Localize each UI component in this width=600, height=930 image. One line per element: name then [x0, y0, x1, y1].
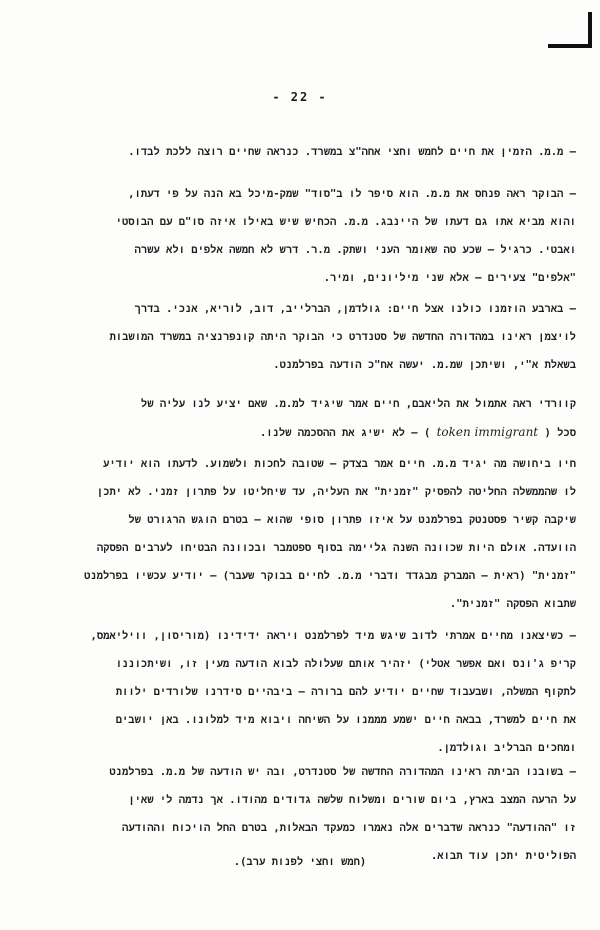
text-line: הוועדה. אולם היות שכוונה השנה גליימה בסוף ספטמבר ובכוונה הבטיחו לערבים הפסקה: [96, 542, 576, 554]
paragraph: [28, 622, 576, 762]
text-line: לתקוף המשלה, ושבעבוד שחיים יודיע להם ברורה – ביבהיים סידרנו שלורדים ילוות: [115, 686, 576, 698]
paragraph: [28, 180, 576, 292]
text-line: שיקבה קשיר פסטנטק בפרלמנט על איזו פתרון סופי שהוא – בטרם הוגש הרגורט של: [128, 514, 576, 526]
text-line: – כשיצאנו מחיים אמרתי לדוב שיגש מיד לפרלמנט ויראה ידידינו (מוריסון, וויליאמס,: [90, 630, 576, 642]
text-line: – בשובנו הביתה ראינו המהדורה החדשה של סטנדרט, ובה יש הודעה של מ.מ. בפרלמנט: [109, 766, 576, 778]
handwritten-annotation: token immigrant: [436, 425, 539, 439]
paragraph: [28, 138, 576, 166]
scan-edge-mark: [588, 12, 592, 48]
text-line: – הבוקר ראה פנחס את מ.מ. הוא סיפר לו ב"סוד" שמק-מיכל בא הנה על פי דעתו,: [128, 188, 576, 200]
paragraph: [28, 758, 576, 870]
text-line: "זמנית" (ראית – המברק מבגדד ודברי מ.מ. לחיים בבוקר שעבר) – יודיע עכשיו בפרלמנט: [84, 570, 576, 582]
text-line: לו שהממשלה החליטה להפסיק "זמנית" את העליה, עד שיחליטו על פתרון זמני. לא יתכן: [96, 486, 576, 498]
text-line: – מ.מ. הזמין את חיים לחמש וחצי אחה"צ במשרד. כנראה שחיים רוצה ללכת לבדו.: [128, 146, 576, 158]
closing-note: (חמש וחצי לפנות ערב).: [233, 856, 367, 868]
page-number: - 22 -: [272, 90, 328, 104]
text-line: חיו ביחושה מה יגיד מ.מ. חיים אמר בצדק – שטובה לחכות ולשמוע. לדעתו הוא יודיע: [103, 458, 576, 470]
text-line: והוא מביא אתו גם דעתו של היינבג. מ.מ. הכחיש שיש באילו איזה סו"ם עם הבוסטי: [115, 216, 576, 228]
paragraph: [28, 390, 576, 447]
text-line: על הרעה המצב בארץ, ביום שורים ומשלוח שלשה גדודים מהודו. אך נדמה לי שאין: [128, 794, 576, 806]
text-line: סכל ( token immigrant ) – לא ישיג את ההסכמה שלנו.: [259, 425, 576, 439]
text-line: הפוליטית יתכן עוד תבוא.: [430, 850, 576, 862]
scan-edge-hook: [548, 44, 592, 48]
text-line: "אלפים" צעירים – אלא שני מיליונים, ומיר.: [323, 272, 576, 284]
text-line: ואבטי. כרגיל – שכע טה שאומר העני ושתק. מ.ר. דרש לא חמשה אלפים ולא עשרה: [134, 244, 576, 256]
text-line: ומחכים הברליב וגולדמן.: [437, 742, 576, 754]
text-line: קריפ ג'ונס ואם אפשר אטלי) יזהיר אותם שעלולה לבוא הודעה מעין זו, ושיתכוננו: [115, 658, 576, 670]
text-line: שתבוא הפסקה "זמנית".: [449, 598, 576, 610]
text-line: קוורדי ראה אתמול את הליאבם, חיים אמר שיגיד למ.מ. שאם יציע לנו עליה של: [140, 398, 576, 410]
text-line: זו "ההודעה" כנראה שדברים אלה נאמרו כמעקד הבאלות, בטרם החל הויכוח וההודעה: [122, 822, 576, 834]
text-line: – בארבע הוזמנו כולנו אצל חיים: גולדמן, הברלייב, דוב, לוריא, אנכי. בדרך: [134, 303, 576, 315]
paragraph: [28, 295, 576, 379]
text-line: לויצמן ראינו במהדורה החדשה של סטנדרט כי הבוקר היתה קונפרנציה במשרד המושבות: [109, 331, 576, 343]
text-line: בשאלת א"י, ושיתכן שמ.מ. יעשה אח"כ הודעה בפרלמנט.: [273, 359, 576, 371]
paragraph: [28, 450, 576, 618]
text-line: את חיים למשרד, בבאה חיים ישמע מממנו על השיחה ויבוא מיד למלונו. באן יושבים: [115, 714, 576, 726]
